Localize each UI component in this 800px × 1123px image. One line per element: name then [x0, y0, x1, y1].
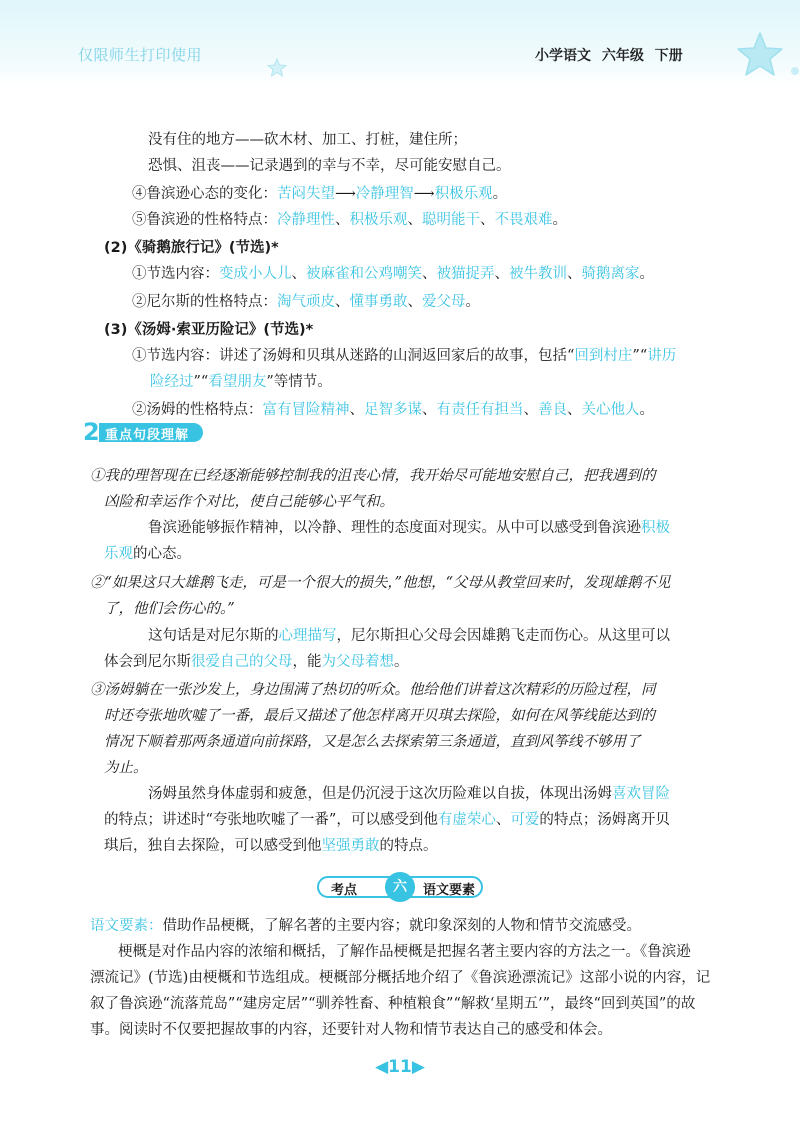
text-segment: 叙了鲁滨逊“流落荒岛”“建房定居”“驯养牲畜、种植粮食”“解救‘星期五’”，最终“回到英国”的故: [90, 996, 696, 1012]
text-line: [148, 130, 467, 150]
left-arrows-icon: ◀: [375, 1057, 389, 1077]
text-segment: 这句话是对尼尔斯的: [148, 628, 279, 644]
text-line: [104, 492, 394, 512]
text-line: [148, 518, 670, 538]
right-arrows-icon: ▶: [411, 1057, 425, 1077]
highlighted-answer: 爱父母: [422, 294, 466, 310]
highlighted-answer: 善良: [538, 402, 567, 418]
highlighted-answer: 喜欢冒险: [612, 786, 670, 802]
section-number: 2: [83, 418, 100, 446]
text-segment: 鲁滨逊能够振作精神，以冷静、理性的态度面对现实。从中可以感受到鲁滨逊: [148, 520, 641, 536]
text-segment: 。: [465, 294, 480, 310]
text-segment: 凶险和幸运作个对比，使自己能够心平气和。: [104, 494, 394, 510]
highlighted-answer: 乐观: [104, 546, 133, 562]
text-line: [104, 810, 670, 830]
text-segment: 、: [291, 266, 306, 282]
highlighted-answer: 很爱自己的父母: [191, 654, 293, 670]
text-segment: 的心态。: [133, 546, 191, 562]
text-segment: 、: [422, 266, 437, 282]
highlighted-answer: 聪明能干: [422, 212, 480, 228]
text-line: [150, 372, 332, 392]
text-line: [104, 238, 279, 258]
section-heading: [83, 418, 203, 446]
text-segment: 、: [567, 402, 582, 418]
highlighted-answer: 讲历: [647, 348, 677, 364]
text-line: [90, 968, 710, 988]
text-segment: 了，他们会伤心的。”: [104, 601, 235, 617]
text-segment: ①节选内容：讲述了汤姆和贝琪从迷路的山洞返回家后的故事，包括“: [132, 348, 575, 364]
text-segment: 、: [422, 402, 437, 418]
text-segment: ①节选内容：: [132, 266, 219, 282]
highlighted-answer: 冷静理智: [355, 186, 414, 202]
watermark-text: 仅限师生打印使用: [78, 46, 203, 64]
text-line: [104, 758, 148, 778]
text-segment: 的特点；讲述时“夸张地吹嘘了一番”，可以感受到他: [104, 812, 438, 828]
text-segment: ⑤鲁滨逊的性格特点：: [132, 212, 277, 228]
text-segment: 的特点；汤姆离开贝: [539, 812, 670, 828]
text-segment: 。: [552, 212, 567, 228]
text-segment: 情况下顺着那两条通道向前探路，又是怎么去探索第三条通道，直到风筝线不够用了: [104, 734, 641, 750]
kaodian-label: 考点: [331, 883, 358, 898]
kaodian-banner: [317, 876, 483, 900]
text-segment: 琪后，独自去探险，可以感受到他: [104, 838, 322, 854]
page-number: [368, 1057, 432, 1077]
highlighted-answer: 足智多谋: [364, 402, 422, 418]
highlighted-answer: 懂事勇敢: [349, 294, 408, 310]
highlighted-answer: 回到村庄: [574, 348, 633, 364]
text-line: [132, 210, 567, 230]
text-line: [104, 652, 409, 672]
star-decoration-icon: [735, 30, 785, 80]
text-segment: ④鲁滨逊心态的变化：: [132, 186, 277, 202]
highlighted-answer: 险经过: [150, 374, 194, 390]
highlighted-answer: 骑鹅离家: [581, 266, 640, 282]
highlighted-answer: 积极: [641, 520, 670, 536]
highlighted-answer: 语文要素：: [90, 918, 163, 934]
text-segment: ，尼尔斯担心父母会因雄鹅飞走而伤心。从这里可以: [336, 628, 670, 644]
text-line: [90, 573, 671, 593]
highlighted-answer: 有虚荣心: [437, 812, 496, 828]
text-line: [90, 466, 656, 486]
text-line: [148, 156, 511, 176]
text-line: [90, 680, 656, 700]
text-segment: 、: [495, 812, 511, 828]
text-segment: 时还夸张地吹嘘了一番，最后又描述了他怎样离开贝琪去探险，如何在风筝线能达到的: [104, 708, 655, 724]
text-segment: 漂流记》(节选)由梗概和节选组成。梗概部分概括地介绍了《鲁滨逊漂流记》这部小说的内容，记: [90, 970, 711, 986]
text-segment: 。: [492, 186, 508, 202]
highlighted-answer: 积极乐观: [349, 212, 408, 228]
highlighted-answer: 看望朋友: [208, 374, 267, 390]
text-segment: (3)《汤姆·索亚历险记》(节选)*: [104, 322, 314, 338]
text-line: [90, 994, 695, 1014]
highlighted-answer: 苦闷失望: [277, 186, 335, 202]
section-title: 重点句段理解: [105, 428, 190, 443]
text-segment: 的特点。: [379, 838, 438, 854]
text-segment: ②汤姆的性格特点：: [132, 402, 263, 418]
text-line: [132, 264, 654, 284]
text-line: [90, 916, 641, 936]
highlighted-answer: 变成小人儿: [219, 266, 292, 282]
text-segment: 、: [523, 402, 538, 418]
highlighted-answer: 可爱: [510, 812, 540, 828]
text-segment: ①我的理智现在已经逐渐能够控制我的沮丧心情，我开始尽可能地安慰自己，把我遇到的: [90, 468, 656, 484]
text-segment: 为止。: [104, 760, 148, 776]
text-segment: ②尼尔斯的性格特点：: [132, 294, 277, 310]
highlighted-answer: 为父母着想: [321, 654, 394, 670]
text-line: [104, 544, 191, 564]
text-line: [104, 706, 655, 726]
text-segment: 体会到尼尔斯: [104, 654, 191, 670]
text-segment: 。: [394, 654, 409, 670]
book-title: 小学语文 六年级 下册: [535, 48, 683, 64]
text-line: [148, 626, 670, 646]
text-line: [104, 732, 641, 752]
kaodian-title: 语文要素: [423, 883, 476, 898]
text-segment: 。: [639, 266, 654, 282]
small-star-icon: [267, 58, 287, 78]
bubble-icon: [790, 66, 800, 76]
text-line: [104, 320, 313, 340]
text-segment: 、: [494, 266, 509, 282]
text-segment: 汤姆虽然身体虚弱和疲惫，但是仍沉浸于这次历险难以自拔，体现出汤姆: [148, 786, 612, 802]
text-line: [148, 784, 670, 804]
text-segment: 事。阅读时不仅要把握故事的内容，还要针对人物和情节表达自己的感受和体会。: [90, 1022, 612, 1038]
highlighted-answer: 不畏艰难: [494, 212, 553, 228]
text-line: [104, 836, 438, 856]
text-segment: 没有住的地方——砍木材、加工、打桩，建住所；: [148, 132, 467, 148]
text-segment: 、: [335, 212, 350, 228]
text-line: [132, 400, 654, 420]
text-segment: 、: [407, 212, 422, 228]
text-line: [132, 292, 480, 312]
text-line: [132, 184, 507, 204]
text-segment: ③汤姆躺在一张沙发上，身边围满了热切的听众。他给他们讲着这次精彩的历险过程，同: [90, 682, 656, 698]
text-segment: 、: [407, 294, 422, 310]
arrow-icon: ⟶: [413, 186, 435, 202]
highlighted-answer: 被麻雀和公鸡嘲笑: [306, 266, 422, 282]
text-segment: 借助作品梗概，了解名著的主要内容；就印象深刻的人物和情节交流感受。: [162, 918, 641, 934]
highlighted-answer: 关心他人: [581, 402, 640, 418]
text-segment: ”“: [193, 374, 209, 390]
text-line: [132, 346, 676, 366]
text-segment: ”“: [632, 348, 648, 364]
text-segment: (2)《骑鹅旅行记》(节选)*: [104, 240, 279, 256]
text-segment: ②“如果这只大雄鹅飞走，可是一个很大的损失，”他想，“父母从教堂回来时，发现雄鹅不见: [90, 575, 671, 591]
text-segment: 、: [480, 212, 495, 228]
highlighted-answer: 心理描写: [278, 628, 337, 644]
text-segment: ”等情节。: [266, 374, 332, 390]
text-line: [118, 942, 691, 962]
highlighted-answer: 富有冒险精神: [262, 402, 350, 418]
text-segment: 、: [335, 294, 350, 310]
text-line: [104, 599, 235, 619]
arrow-icon: ⟶: [335, 186, 356, 202]
highlighted-answer: 冷静理性: [277, 212, 335, 228]
text-segment: 。: [639, 402, 654, 418]
text-segment: 、: [349, 402, 364, 418]
page-number-value: 11: [388, 1057, 412, 1077]
text-line: [90, 1020, 612, 1040]
kaodian-number: 六: [385, 872, 415, 902]
highlighted-answer: 淘气顽皮: [277, 294, 335, 310]
text-segment: ，能: [292, 654, 322, 670]
page-header: [0, 0, 800, 86]
text-segment: 梗概是对作品内容的浓缩和概括，了解作品梗概是把握名著主要内容的方法之一。《鲁滨逊: [118, 944, 691, 960]
highlighted-answer: 有责任有担当: [436, 402, 524, 418]
highlighted-answer: 坚强勇敢: [321, 838, 380, 854]
highlighted-answer: 被牛教训: [509, 266, 567, 282]
highlighted-answer: 积极乐观: [434, 186, 493, 202]
text-segment: 、: [567, 266, 582, 282]
highlighted-answer: 被猫捉弄: [436, 266, 495, 282]
text-segment: 恐惧、沮丧——记录遇到的幸与不幸，尽可能安慰自己。: [148, 158, 511, 174]
